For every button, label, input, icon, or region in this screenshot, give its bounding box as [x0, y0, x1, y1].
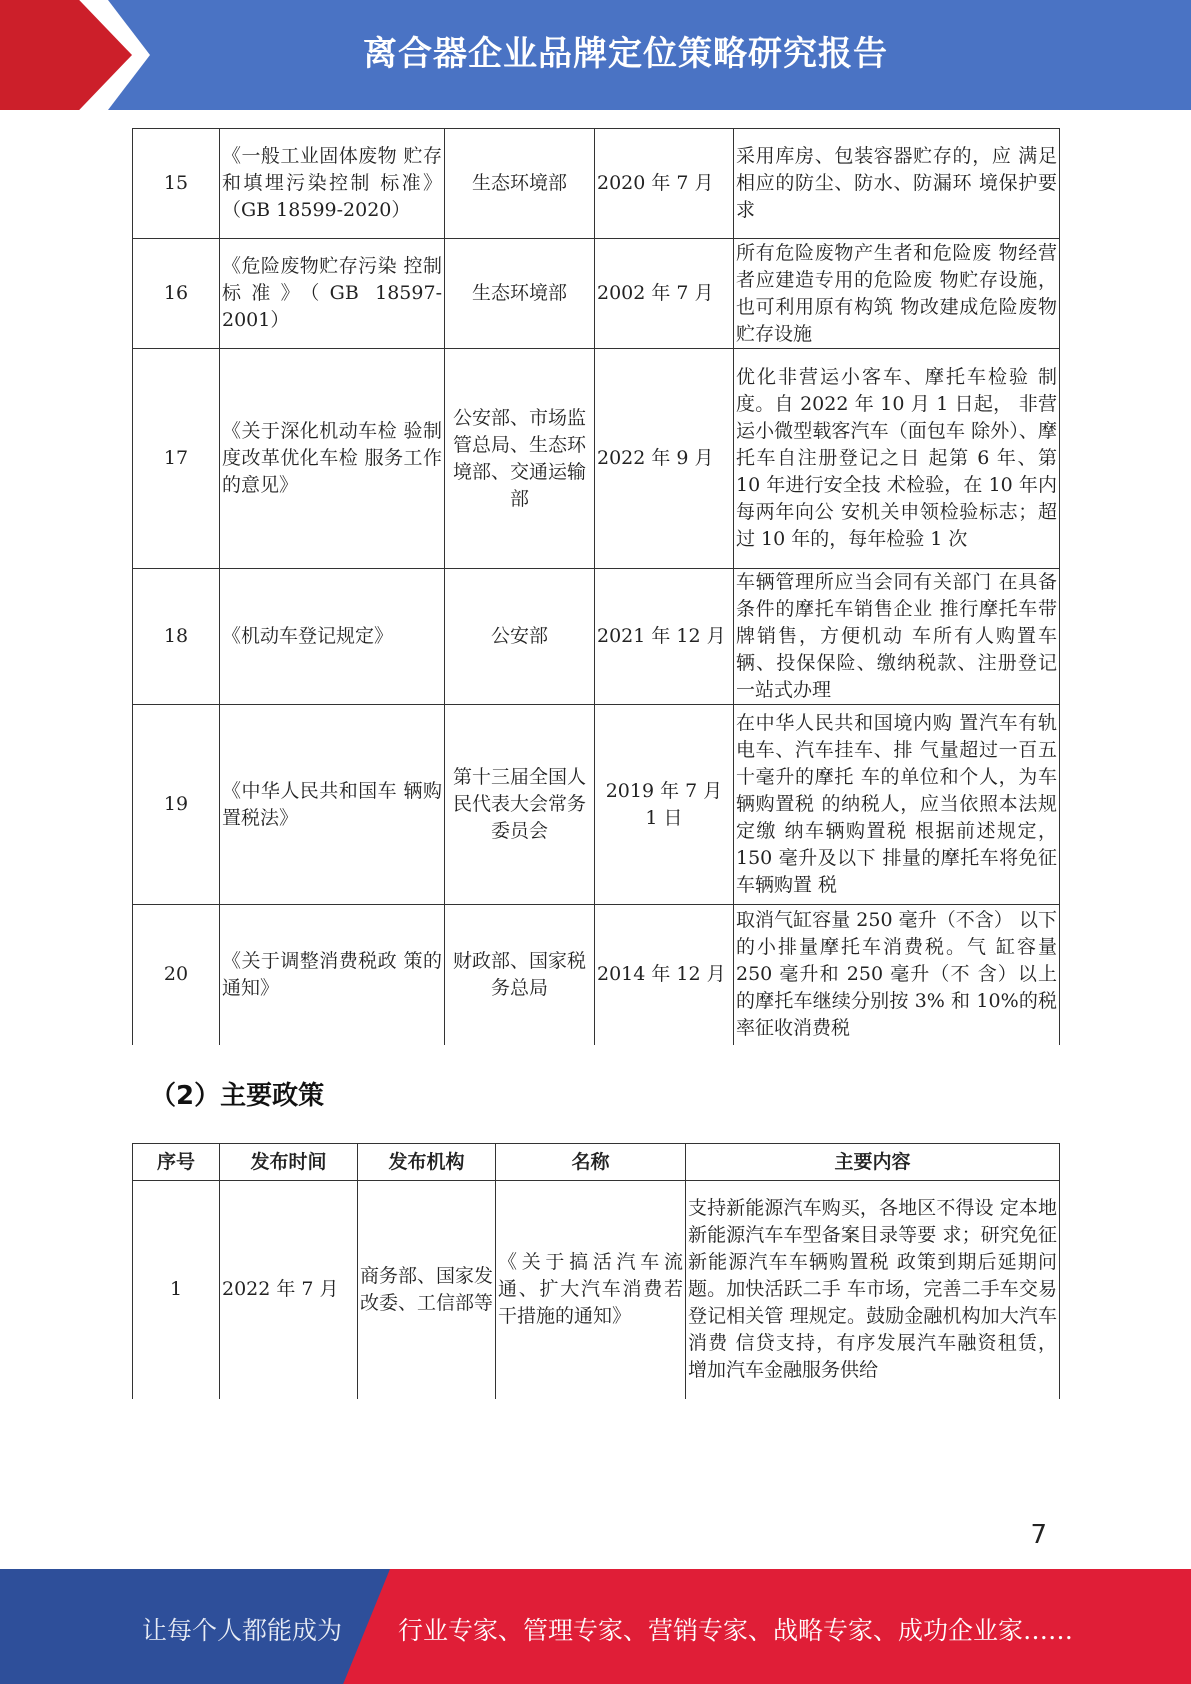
issue-date: 2021 年 12 月 — [595, 569, 734, 705]
regulation-content: 车辆管理所应当会同有关部门 在具备条件的摩托车销售企业 推行摩托车带牌销售，方便机动 车所有人购置车辆、投保保险、缴纳税款、注册登记一站式办理 — [734, 569, 1060, 705]
issuing-body: 生态环境部 — [445, 239, 595, 349]
header-org: 发布机构 — [358, 1144, 496, 1181]
row-number: 16 — [133, 239, 220, 349]
policy-org: 商务部、国家发改委、工信部等 — [358, 1181, 496, 1399]
table-row — [133, 239, 1060, 349]
policy-content: 支持新能源汽车购买，各地区不得设 定本地新能源汽车车型备案目录等要 求；研究免征新能源汽车车辆购置税 政策到期后延期问题。加快活跃二手 车市场，完善二手车交易登记相关管 理规定。鼓励金融机构加大汽车消费 信贷支持，有序发展汽车融资租赁， 增加汽车金融服务供给 — [686, 1181, 1060, 1399]
row-number: 18 — [133, 569, 220, 705]
regulation-content: 采用库房、包装容器贮存的，应 满足相应的防尘、防水、防漏环 境保护要求 — [734, 129, 1060, 239]
issuing-body: 公安部、市场监管总局、生态环境部、交通运输部 — [445, 349, 595, 569]
issue-date: 2020 年 7 月 — [595, 129, 734, 239]
table-header-row — [133, 1144, 1060, 1181]
header-name: 名称 — [496, 1144, 686, 1181]
issuing-body: 财政部、国家税务总局 — [445, 905, 595, 1045]
regulations-table — [132, 128, 1060, 1045]
table-row — [133, 349, 1060, 569]
page-header — [0, 0, 1191, 110]
policy-date: 2022 年 7 月 — [220, 1181, 358, 1399]
section-heading: （2）主要政策 — [150, 1081, 325, 1111]
policy-name: 《关于搞活汽车流通、扩大汽车消费若干措施的通知》 — [496, 1181, 686, 1399]
regulation-name: 《危险废物贮存污染 控制标准》（GB 18597-2001） — [220, 239, 445, 349]
table-row — [133, 129, 1060, 239]
header-content: 主要内容 — [686, 1144, 1060, 1181]
page-footer — [0, 1569, 1191, 1684]
table-row — [133, 705, 1060, 905]
table-row — [133, 1181, 1060, 1399]
table-row — [133, 905, 1060, 1045]
regulation-content: 在中华人民共和国境内购 置汽车有轨电车、汽车挂车、排 气量超过一百五十毫升的摩托 车的单位和个人，为车辆购置税 的纳税人，应当依照本法规定缴 纳车辆购置税 根据前述规定，150 毫升及以下 排量的摩托车将免征车辆购置 税 — [734, 705, 1060, 905]
regulation-name: 《关于深化机动车检 验制度改革优化车检 服务工作的意见》 — [220, 349, 445, 569]
footer-slogan-left: 让每个人都能成为 — [142, 1616, 343, 1645]
regulation-name: 《中华人民共和国车 辆购置税法》 — [220, 705, 445, 905]
table-row — [133, 569, 1060, 705]
footer-slogan-right: 行业专家、管理专家、营销专家、战略专家、成功企业家…… — [398, 1616, 1074, 1645]
regulation-content: 优化非营运小客车、摩托车检验 制度。自 2022 年 10 月 1 日起， 非营运小微型载客汽车（面包车 除外）、摩托车自注册登记之日 起第 6 年、第 10 年进行安全技 术检验，在 10 年内每两年向公 安机关申领检验标志；超过 10 年的，每年检验 1 次 — [734, 349, 1060, 569]
regulation-name: 《机动车登记规定》 — [220, 569, 445, 705]
report-title: 离合器企业品牌定位策略研究报告 — [363, 34, 888, 74]
row-number: 19 — [133, 705, 220, 905]
regulation-name: 《关于调整消费税政 策的通知》 — [220, 905, 445, 1045]
regulation-content: 所有危险废物产生者和危险废 物经营者应建造专用的危险废 物贮存设施，也可利用原有构筑 物改建成危险废物贮存设施 — [734, 239, 1060, 349]
row-number: 20 — [133, 905, 220, 1045]
issuing-body: 第十三届全国人民代表大会常务委员会 — [445, 705, 595, 905]
issue-date: 2014 年 12 月 — [595, 905, 734, 1045]
issue-date: 2022 年 9 月 — [595, 349, 734, 569]
row-number: 15 — [133, 129, 220, 239]
regulation-content: 取消气缸容量 250 毫升（不含） 以下的小排量摩托车消费税。气 缸容量 250 毫升和 250 毫升（不 含）以上的摩托车继续分别按 3% 和 10%的税率征收消费税 — [734, 905, 1060, 1045]
policies-table — [132, 1143, 1060, 1399]
row-number: 17 — [133, 349, 220, 569]
header-number: 序号 — [133, 1144, 220, 1181]
issue-date: 2002 年 7 月 — [595, 239, 734, 349]
issuing-body: 公安部 — [445, 569, 595, 705]
page-number: 7 — [1030, 1520, 1047, 1550]
header-date: 发布时间 — [220, 1144, 358, 1181]
regulation-name: 《一般工业固体废物 贮存和填埋污染控制 标准》 （GB 18599-2020） — [220, 129, 445, 239]
issuing-body: 生态环境部 — [445, 129, 595, 239]
row-number: 1 — [133, 1181, 220, 1399]
issue-date: 2019 年 7 月 1 日 — [595, 705, 734, 905]
